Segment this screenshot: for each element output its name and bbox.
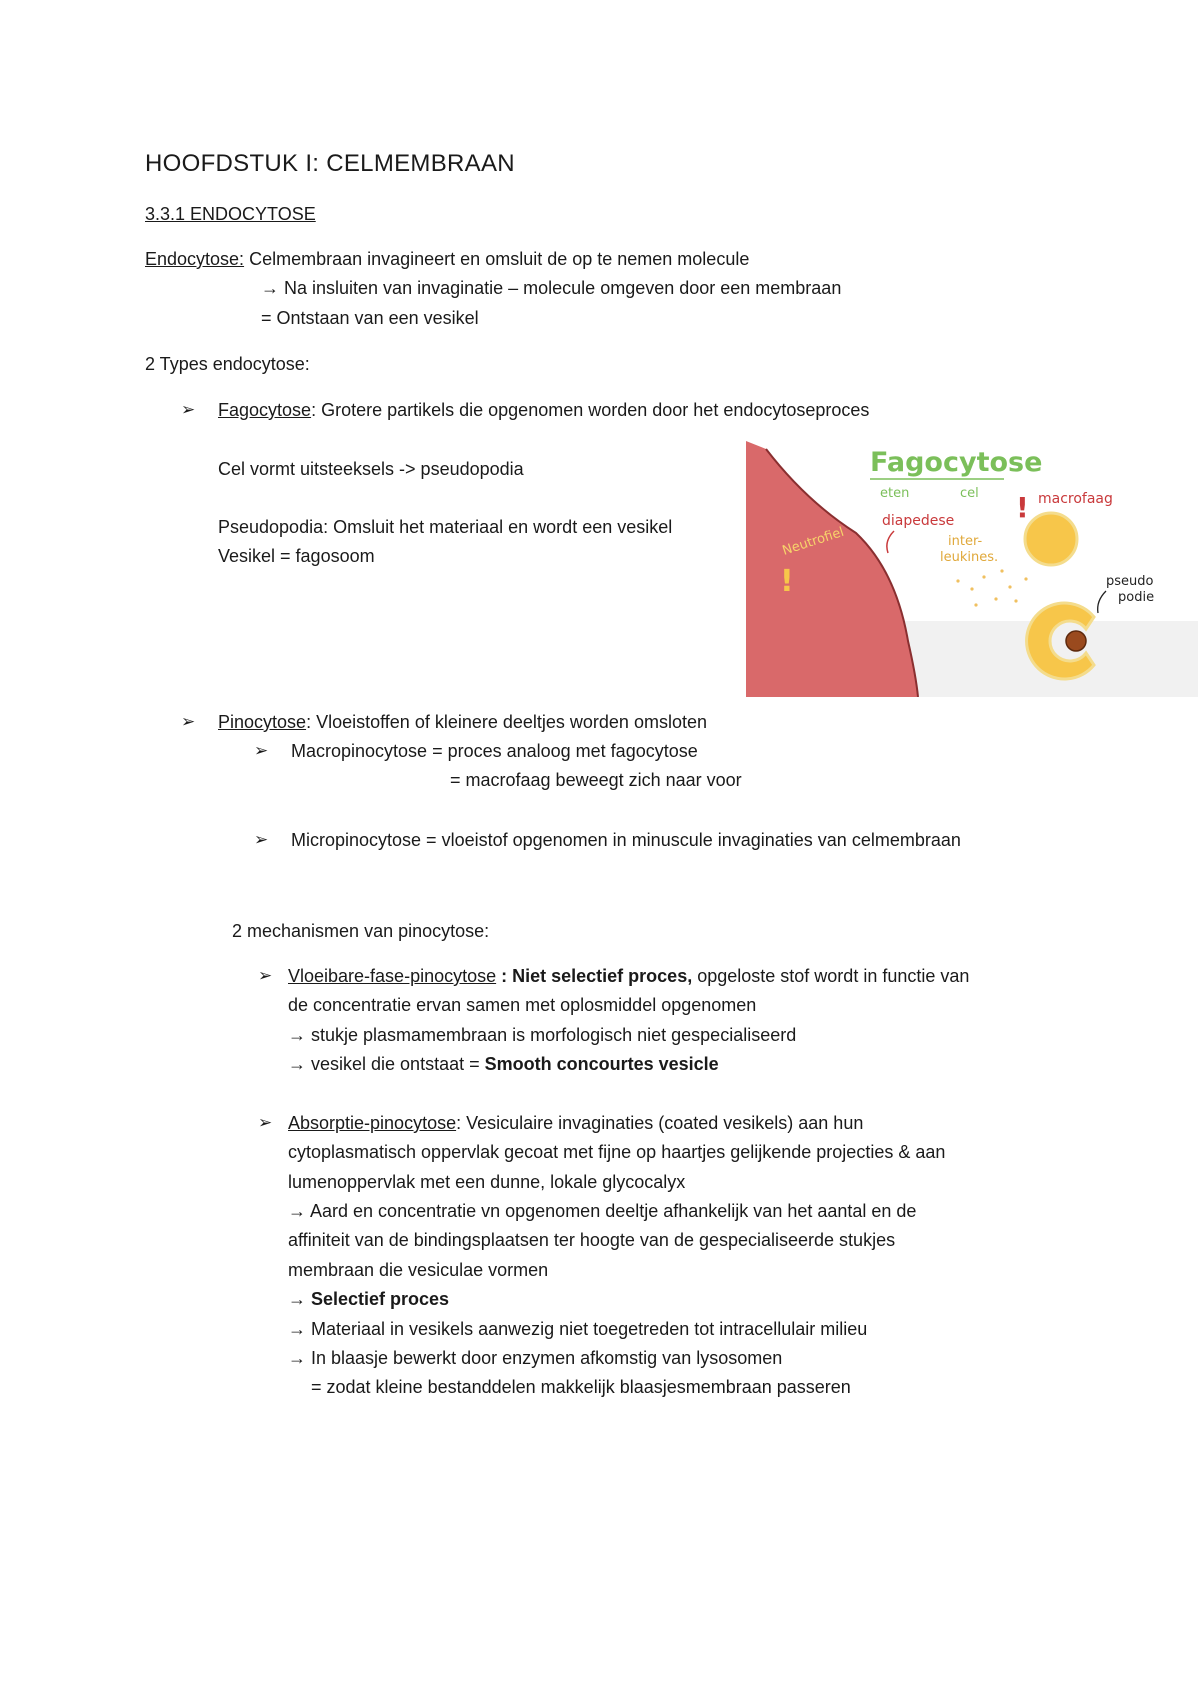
bullet-icon: ➢ (258, 1113, 273, 1132)
pseudo-label: pseudo (1106, 574, 1154, 589)
fagocytose-item (218, 401, 869, 419)
vloeibare-line4 (288, 1055, 719, 1073)
absorptie-line3: lumenoppervlak met een dunne, lokale glycocalyx (288, 1172, 686, 1192)
arrow-icon: → (288, 1025, 306, 1045)
macrofaag-cell (1025, 513, 1077, 565)
bullet-icon: ➢ (181, 400, 196, 419)
illustration-title: Fagocytose (870, 447, 1043, 478)
micropinocytose-line: Micropinocytose = vloeistof opgenomen in minuscule invaginaties van celmembraan (291, 830, 961, 850)
endocytose-term: Endocytose: (145, 249, 245, 269)
absorptie-line9 (288, 1349, 782, 1367)
arrow-icon: → (261, 278, 279, 298)
fagocytose-colon: : (311, 400, 317, 420)
macrofaag-exclaim-icon: ! (1016, 491, 1029, 524)
macropinocytose-line: Macropinocytose = proces analoog met fagocytose (291, 741, 698, 761)
vloeibare-line2: de concentratie ervan samen met oplosmiddel opgenomen (288, 995, 757, 1015)
fagocytose-line1: Cel vormt uitsteeksels -> pseudopodia (218, 459, 524, 479)
leukines-label: leukines. (940, 550, 999, 565)
fagocytose-illustration (746, 441, 1198, 697)
pinocytose-def: Vloeistoffen of kleinere deeltjes worden omsloten (311, 712, 707, 732)
absorptie-line1-text: Vesiculaire invaginaties (coated vesikels) aan hun (461, 1113, 864, 1133)
absorptie-line8 (288, 1320, 867, 1338)
vloeibare-term: Vloeibare-fase-pinocytose (288, 966, 497, 986)
arrow-icon: → (288, 1054, 306, 1074)
illustration-sub-cel: cel (960, 486, 979, 501)
endocytose-line3: = Ontstaan van een vesikel (261, 308, 479, 328)
vloeibare-colon: : (496, 966, 508, 986)
absorptie-line9-text: In blaasje bewerkt door enzymen afkomstig van lysosomen (306, 1348, 783, 1368)
endocytose-line2 (261, 279, 841, 297)
macrofaag-label: macrofaag (1038, 491, 1113, 507)
absorptie-line2: cytoplasmatisch oppervlak gecoat met fijne op haartjes gelijkende projecties & aan (288, 1142, 946, 1162)
absorptie-line5: affiniteit van de bindingsplaatsen ter hoogte van de gespecialiseerde stukjes (288, 1230, 896, 1250)
absorptie-line10: = zodat kleine bestanddelen makkelijk blaasjesmembraan passeren (311, 1377, 851, 1397)
endocytose-definition (145, 250, 749, 268)
absorptie-colon: : (456, 1113, 462, 1133)
vloeibare-line4-text: vesikel die ontstaat = (306, 1054, 485, 1074)
absorptie-line7 (288, 1290, 449, 1308)
fagocytose-def: Grotere partikels die opgenomen worden door het endocytoseproces (316, 400, 870, 420)
illustration-sub-eten: eten (880, 486, 910, 501)
inter-label: inter- (948, 534, 983, 549)
arrow-icon: → (288, 1348, 306, 1368)
particle (1066, 631, 1086, 651)
pinocytose-colon: : (306, 712, 312, 732)
vloeibare-line4-bold: Smooth concourtes vesicle (484, 1054, 719, 1074)
exclaim-icon: ! (780, 564, 794, 599)
absorptie-line8-text: Materiaal in vesikels aanwezig niet toegetreden tot intracellulair milieu (306, 1319, 868, 1339)
section-heading: 3.3.1 ENDOCYTOSE (145, 204, 316, 224)
bullet-icon: ➢ (254, 741, 269, 760)
podie-label: podie (1118, 590, 1155, 605)
page-title: HOOFDSTUK I: CELMEMBRAAN (145, 150, 515, 177)
absorptie-line4-text: Aard en concentratie vn opgenomen deeltje afhankelijk van het aantal en de (306, 1201, 917, 1221)
types-heading: 2 Types endocytose: (145, 354, 310, 374)
absorptie-line4 (288, 1202, 916, 1220)
bullet-icon: ➢ (254, 830, 269, 849)
bullet-icon: ➢ (258, 966, 273, 985)
macropinocytose-line2: = macrofaag beweegt zich naar voor (450, 770, 742, 790)
pinocytose-term: Pinocytose (218, 712, 307, 732)
vloeibare-rest: opgeloste stof wordt in functie van (692, 966, 970, 986)
endocytose-line2-text: Na insluiten van invaginatie – molecule omgeven door een membraan (279, 278, 842, 298)
endocytose-def: Celmembraan invagineert en omsluit de op te nemen molecule (244, 249, 750, 269)
absorptie-term: Absorptie-pinocytose (288, 1113, 457, 1133)
vloeibare-bold: Niet selectief proces, (507, 966, 693, 986)
pinocytose-item (218, 713, 707, 731)
vloeibare-line3-text: stukje plasmamembraan is morfologisch niet gespecialiseerd (306, 1025, 797, 1045)
fagocytose-line3: Vesikel = fagosoom (218, 546, 375, 566)
arrow-icon: → (288, 1201, 306, 1221)
vloeibare-line1 (288, 967, 969, 985)
fagocytose-line2: Pseudopodia: Omsluit het materiaal en wordt een vesikel (218, 517, 673, 537)
absorptie-line7-text: Selectief proces (306, 1289, 450, 1309)
arrow-icon: → (288, 1319, 306, 1339)
vloeibare-line3 (288, 1026, 796, 1044)
neutrofiel-label: Neutrofiel (780, 524, 846, 559)
absorptie-line1 (288, 1114, 863, 1132)
fagocytose-term: Fagocytose (218, 400, 312, 420)
diapedese-label: diapedese (882, 513, 955, 529)
mechanisms-heading: 2 mechanismen van pinocytose: (232, 921, 490, 941)
arrow-icon: → (288, 1289, 306, 1309)
absorptie-line6: membraan die vesiculae vormen (288, 1260, 549, 1280)
bullet-icon: ➢ (181, 712, 196, 731)
